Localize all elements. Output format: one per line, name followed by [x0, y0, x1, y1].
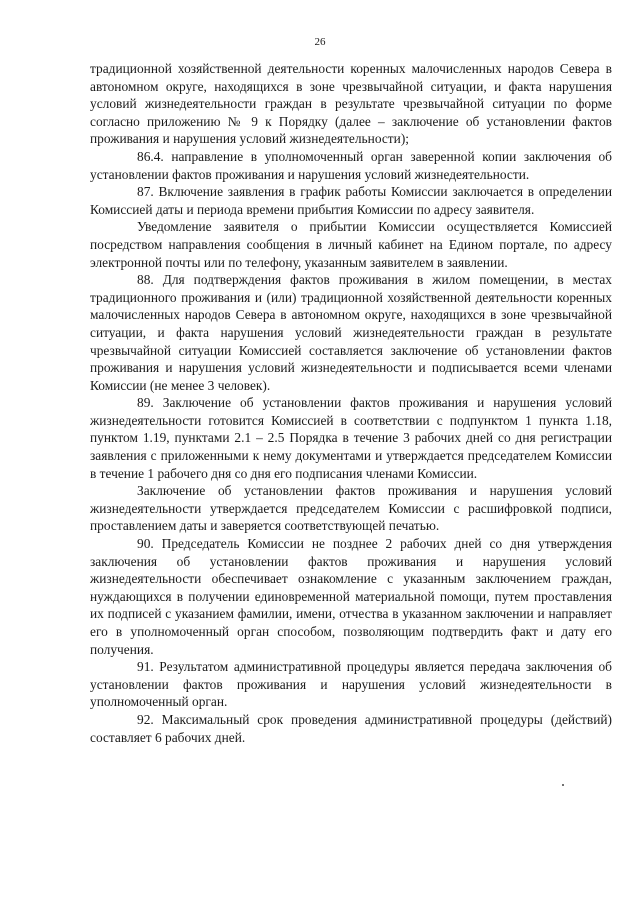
- paragraph-continuation: традиционной хозяйственной деятельности коренных малочисленных народов Севера в автономном округе, находящихся в зоне чрезвычайной ситуации, и факта нарушения условий жизнедеятельности граждан в результате чрезвычайной ситуации по форме согласно приложению № 9 к Порядку (далее – заключение об установлении фактов проживания и нарушения условий жизнедеятельности);: [90, 61, 612, 147]
- paragraph-89-approval: Заключение об установлении фактов проживания и нарушения условий жизнедеятельности утверждается председателем Комиссии с расшифровкой подписи, проставлением даты и заверяется соответствующей печатью.: [90, 483, 612, 534]
- page-number: 26: [314, 36, 326, 48]
- paragraph-91: 91. Результатом административной процедуры является передача заключения об установлении фактов проживания и нарушения условий жизнедеятельности в уполномоченный орган.: [90, 659, 612, 710]
- paragraph-87: 87. Включение заявления в график работы Комиссии заключается в определении Комиссией даты и периода времени прибытия Комиссии по адресу заявителя.: [90, 184, 612, 217]
- paragraph-89: 89. Заключение об установлении фактов проживания и нарушения условий жизнедеятельности готовится Комиссией в соответствии с подпунктом 1 пункта 1.18, пунктом 1.19, пунктами 2.1 – 2.5 Порядка в течение 3 рабочих дней со дня регистрации заявления с приложенными к нему документами и утверждается председателем Комиссии в течение 1 рабочего дня со дня его подписания членами Комиссии.: [90, 395, 612, 481]
- paragraph-88: 88. Для подтверждения фактов проживания в жилом помещении, в местах традиционного проживания и (или) традиционной хозяйственной деятельности коренных малочисленных народов Севера в автономном округе, находящихся в зоне чрезвычайной ситуации, и факта нарушения условий жизнедеятельности граждан в результате чрезвычайной ситуации Комиссией составляется заключение об установлении фактов проживания и нарушения условий жизнедеятельности и подписывается всеми членами Комиссии (не менее 3 человек).: [90, 272, 612, 393]
- paragraph-90: 90. Председатель Комиссии не позднее 2 рабочих дней со дня утверждения заключения об установлении фактов проживания и нарушения условий жизнедеятельности обеспечивает ознакомление с указанным заключением граждан, нуждающихся в получении единовременной материальной помощи, путем проставления их подписей с указанием фамилии, имени, отчества в указанном заключении и направляет его в уполномоченный орган способом, позволяющим подтвердить факт и дату его получения.: [90, 536, 612, 657]
- paragraph-92: 92. Максимальный срок проведения административной процедуры (действий) составляет 6 рабочих дней.: [90, 711, 612, 745]
- document-body: [90, 60, 612, 746]
- paragraph-87-notification: Уведомление заявителя о прибытии Комиссии осуществляется Комиссией посредством направления сообщения в личный кабинет на Едином портале, по адресу электронной почты или по телефону, указанным заявителем в заявлении.: [90, 219, 612, 270]
- paragraph-86-4: 86.4. направление в уполномоченный орган заверенной копии заключения об установлении фактов проживания и нарушения условий жизнедеятельности.: [90, 148, 612, 182]
- scan-dot-mark: [562, 784, 564, 786]
